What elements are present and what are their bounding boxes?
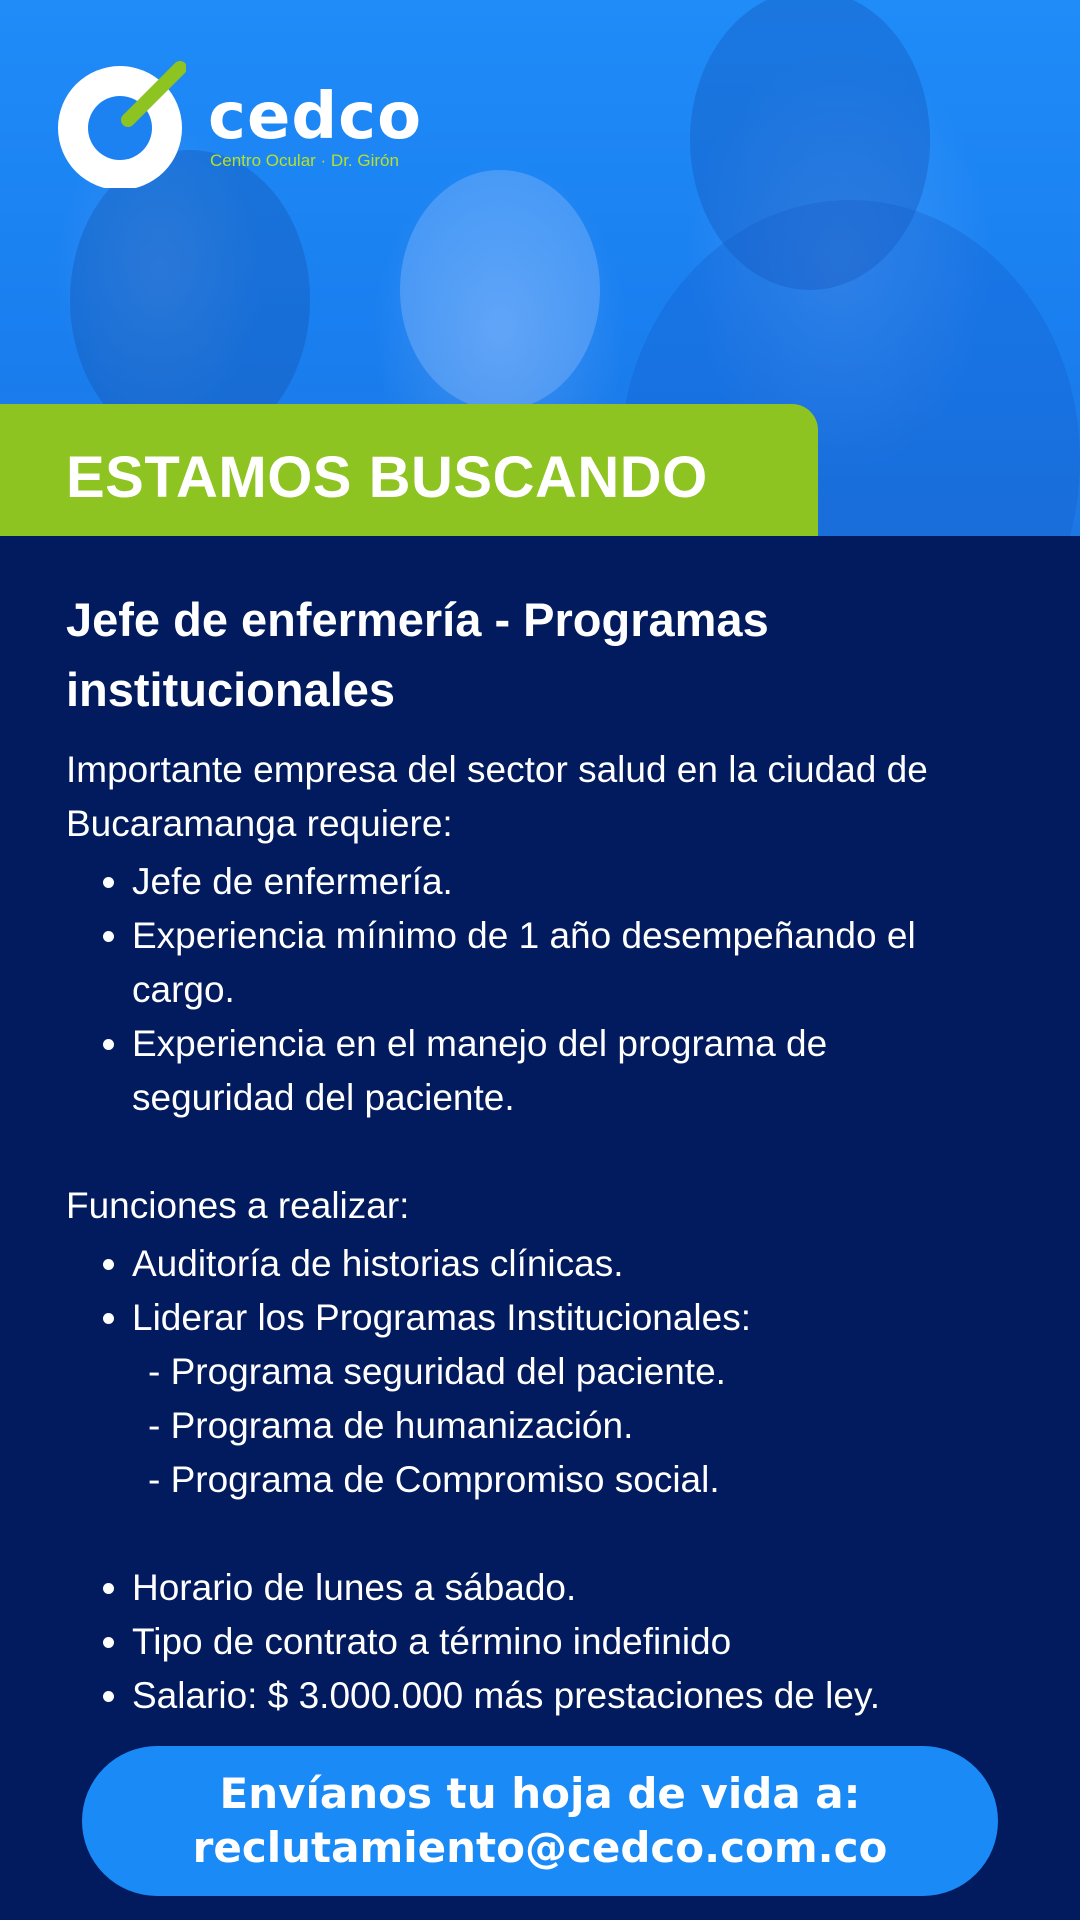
brand-name: cedco	[208, 80, 423, 154]
banner-text: ESTAMOS BUSCANDO	[66, 445, 708, 510]
functions-list	[66, 1237, 1026, 1507]
list-item-label: Liderar los Programas Institucionales:	[132, 1297, 752, 1338]
list-item: • Experiencia mínimo de 1 año desempeñando el cargo.	[132, 909, 992, 1017]
cta-text: Envíanos tu hoja de vida a:	[219, 1769, 861, 1818]
list-item: • Auditoría de historias clínicas.	[132, 1237, 992, 1291]
list-item: • Jefe de enfermería.	[132, 855, 992, 909]
spacer	[66, 1507, 1026, 1561]
program-item: - Programa de humanización.	[148, 1405, 634, 1446]
functions-label: Funciones a realizar:	[66, 1185, 410, 1226]
cta-email-link[interactable]: reclutamiento@cedco.com.co	[192, 1823, 888, 1872]
nurse-silhouette	[400, 170, 600, 410]
job-description	[66, 585, 1026, 1723]
job-title: Jefe de enfermería - Programas institucionales	[66, 593, 769, 716]
estamos-buscando-banner	[0, 404, 818, 536]
job-intro: Importante empresa del sector salud en la ciudad de Bucaramanga requiere:	[66, 749, 928, 844]
brand-tagline: Centro Ocular · Dr. Girón	[210, 151, 399, 170]
conditions-list	[66, 1561, 1026, 1723]
list-item	[132, 1291, 992, 1507]
hero-photo	[0, 0, 1080, 536]
requirements-list	[66, 855, 1026, 1125]
list-item: • Tipo de contrato a término indefinido	[132, 1615, 992, 1669]
cedco-logo-mark-icon	[56, 58, 186, 188]
apply-cta[interactable]	[82, 1746, 998, 1896]
cedco-logo	[56, 58, 423, 198]
list-item: • Salario: $ 3.000.000 más prestaciones de ley.	[132, 1669, 992, 1723]
program-item: - Programa seguridad del paciente.	[148, 1351, 726, 1392]
program-item: - Programa de Compromiso social.	[148, 1459, 720, 1500]
list-item: • Experiencia en el manejo del programa de seguridad del paciente.	[132, 1017, 992, 1125]
programs-list	[132, 1345, 992, 1507]
list-item: • Horario de lunes a sábado.	[132, 1561, 992, 1615]
spacer	[66, 1125, 1026, 1179]
